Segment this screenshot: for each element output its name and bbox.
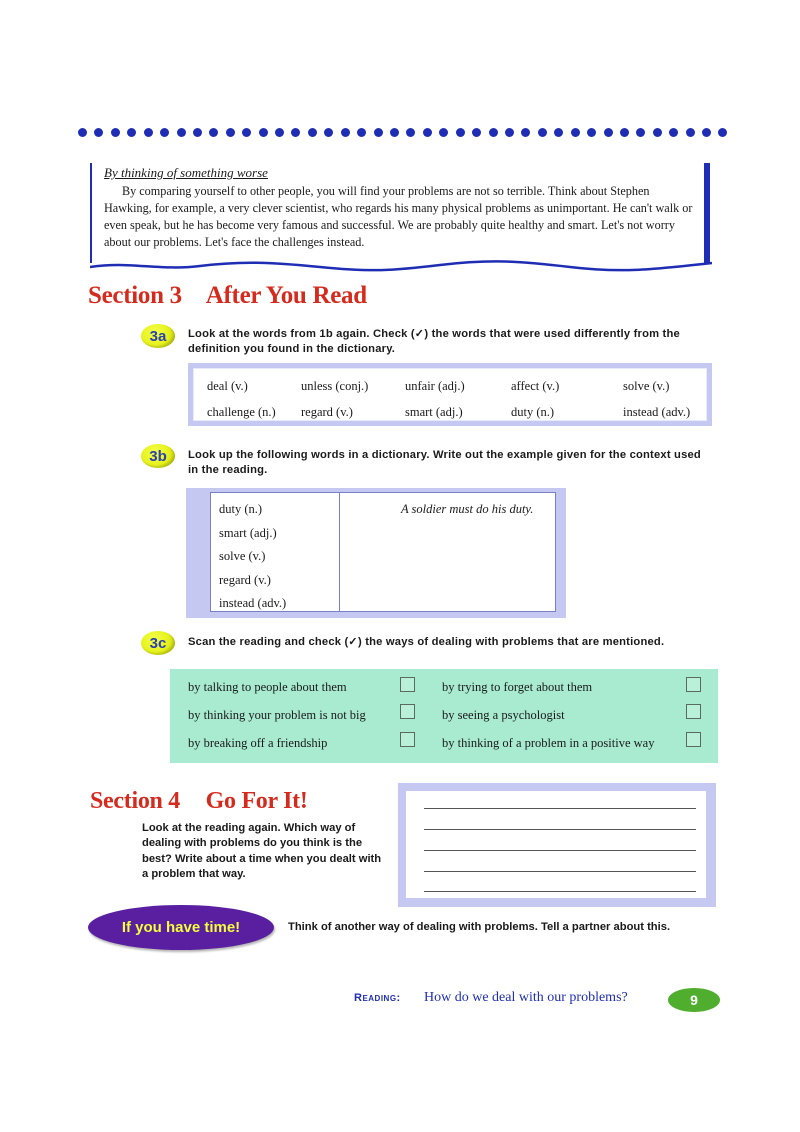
- word-item: challenge (n.): [207, 405, 276, 419]
- divider-dot: [669, 128, 678, 137]
- divider-dot: [226, 128, 235, 137]
- reading-paragraph: By comparing yourself to other people, you will find your problems are not so terrible. Think about Stephen Hawking, for example, a very clever scientist, who regards his many physical problems as unimportant. He can't walk or even speak, but he has become very famous and successful. We are probably quite healthy and smart. Let's not worry about our problems. Let's face the challenges instead.: [104, 184, 693, 249]
- table-term: instead (adv.): [219, 596, 287, 610]
- divider-dot: [390, 128, 399, 137]
- option-label: by seeing a psychologist: [442, 708, 565, 722]
- section4-instruction: Look at the reading again. Which way of dealing with problems do you think is the best? Write about a time when you dealt with a problem that way.: [142, 822, 382, 880]
- divider-dot: [505, 128, 514, 137]
- word-list-box: [188, 363, 712, 426]
- divider-dot: [374, 128, 383, 137]
- table-column-divider: [339, 493, 340, 611]
- option-label: by talking to people about them: [188, 680, 347, 694]
- word-item: instead (adv.): [623, 405, 691, 419]
- divider-dot: [538, 128, 547, 137]
- table-term: duty (n.): [219, 502, 263, 516]
- divider-dot: [472, 128, 481, 137]
- divider-dot: [177, 128, 186, 137]
- extra-instruction: Think of another way of dealing with problems. Tell a partner about this.: [288, 921, 671, 933]
- word-item: smart (adj.): [405, 405, 463, 419]
- divider-dot: [94, 128, 103, 137]
- divider-dot: [275, 128, 284, 137]
- option-checkbox[interactable]: [686, 704, 701, 719]
- divider-dot: [78, 128, 87, 137]
- writing-box: [398, 783, 716, 907]
- section4-subtitle: Go For It!: [205, 788, 308, 814]
- word-item: regard (v.): [301, 405, 353, 419]
- divider-dot: [587, 128, 596, 137]
- divider-dot: [521, 128, 530, 137]
- divider-dot: [324, 128, 333, 137]
- step-3b-instruction: Look up the following words in a dictionary. Write out the example given for the context used in the reading.: [188, 449, 701, 476]
- divider-dot: [636, 128, 645, 137]
- word-item: deal (v.): [207, 379, 248, 393]
- wavy-bottom-border: [90, 257, 712, 273]
- divider-dot: [604, 128, 613, 137]
- section3-number: Section 3: [88, 282, 182, 309]
- reading-heading: By thinking of something worse: [104, 165, 268, 180]
- option-label: by thinking of a problem in a positive way: [442, 736, 655, 750]
- word-item: duty (n.): [511, 405, 555, 419]
- option-checkbox[interactable]: [400, 732, 415, 747]
- option-checkbox[interactable]: [400, 677, 415, 692]
- table-term: smart (adj.): [219, 526, 277, 540]
- divider-dot: [259, 128, 268, 137]
- writing-area[interactable]: [406, 791, 706, 898]
- divider-dot: [341, 128, 350, 137]
- section3-heading: [88, 282, 367, 310]
- reading-box-right-bar: [704, 163, 710, 263]
- divider-dot: [242, 128, 251, 137]
- divider-dot: [144, 128, 153, 137]
- writing-line: [424, 891, 696, 892]
- divider-dot: [406, 128, 415, 137]
- dictionary-table-box: [186, 488, 566, 618]
- section4-number: Section 4: [90, 788, 180, 814]
- word-item: unless (conj.): [301, 379, 369, 393]
- word-item: solve (v.): [623, 379, 670, 393]
- step-3c-instruction: Scan the reading and check (✓) the ways of dealing with problems that are mentioned.: [188, 636, 665, 648]
- option-label: by breaking off a friendship: [188, 736, 328, 750]
- divider-dot: [308, 128, 317, 137]
- word-item: affect (v.): [511, 379, 560, 393]
- if-you-have-time-badge: [88, 905, 274, 950]
- divider-dot: [357, 128, 366, 137]
- step-3b-badge: 3b: [141, 444, 175, 468]
- divider-dot: [620, 128, 629, 137]
- divider-dot: [439, 128, 448, 137]
- section3-subtitle: After You Read: [205, 282, 367, 309]
- page-number: 9: [668, 988, 720, 1012]
- dotted-divider: [78, 124, 728, 140]
- table-term: regard (v.): [219, 573, 271, 587]
- divider-dot: [291, 128, 300, 137]
- dictionary-table: [210, 492, 556, 612]
- footer-title: How do we deal with our problems?: [424, 990, 628, 1005]
- example-sentence: A soldier must do his duty.: [401, 502, 534, 516]
- divider-dot: [127, 128, 136, 137]
- writing-line: [424, 871, 696, 872]
- option-checkbox[interactable]: [686, 677, 701, 692]
- divider-dot: [571, 128, 580, 137]
- word-item: unfair (adj.): [405, 379, 465, 393]
- writing-line: [424, 850, 696, 851]
- divider-dot: [489, 128, 498, 137]
- step-3a-badge: 3a: [141, 324, 175, 348]
- table-term: solve (v.): [219, 549, 266, 563]
- divider-dot: [456, 128, 465, 137]
- divider-dot: [554, 128, 563, 137]
- section4-heading: [90, 788, 308, 815]
- option-checkbox[interactable]: [400, 704, 415, 719]
- divider-dot: [702, 128, 711, 137]
- divider-dot: [111, 128, 120, 137]
- divider-dot: [423, 128, 432, 137]
- divider-dot: [686, 128, 695, 137]
- writing-line: [424, 829, 696, 830]
- option-checkbox[interactable]: [686, 732, 701, 747]
- footer-label: Reading:: [354, 992, 401, 1004]
- reading-excerpt-box: [90, 163, 712, 273]
- writing-line: [424, 808, 696, 809]
- step-3a-instruction: Look at the words from 1b again. Check (✓) the words that were used differently from the definition you found in the dictionary.: [188, 328, 680, 355]
- divider-dot: [653, 128, 662, 137]
- option-label: by trying to forget about them: [442, 680, 593, 694]
- options-checklist-box: [170, 669, 718, 763]
- divider-dot: [718, 128, 727, 137]
- divider-dot: [209, 128, 218, 137]
- option-label: by thinking your problem is not big: [188, 708, 366, 722]
- reading-box-left-border: [90, 163, 92, 263]
- step-3c-badge: 3c: [141, 631, 175, 655]
- divider-dot: [160, 128, 169, 137]
- if-you-have-time-label: If you have time!: [121, 919, 241, 936]
- divider-dot: [193, 128, 202, 137]
